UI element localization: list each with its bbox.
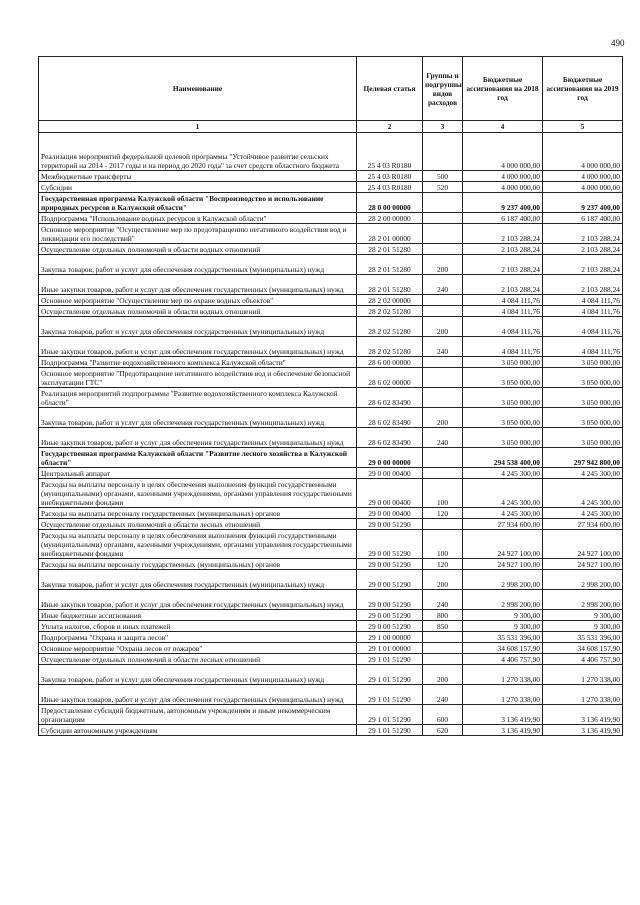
row-code: 28 6 02 83490 (357, 388, 423, 408)
row-group (423, 468, 463, 479)
table-row (39, 244, 623, 255)
row-name: Осуществление отдельных полномочий в области водных отношений (39, 244, 357, 255)
table-row (39, 317, 623, 337)
row-2019: 3 050 000,00 (543, 368, 623, 388)
row-code: 28 2 02 51280 (357, 337, 423, 357)
row-group: 240 (423, 428, 463, 448)
row-2018: 4 084 111,76 (463, 317, 543, 337)
row-2019: 4 084 111,76 (543, 317, 623, 337)
table-row (39, 448, 623, 468)
row-group (423, 133, 463, 171)
row-2018: 24 927 100,00 (463, 559, 543, 570)
column-number: 4 (463, 121, 543, 133)
row-name: Иные закупки товаров, работ и услуг для обеспечения государственных (муниципальных) нужд (39, 337, 357, 357)
row-group: 200 (423, 255, 463, 275)
page-number: 490 (611, 38, 625, 48)
row-2018: 3 050 000,00 (463, 368, 543, 388)
column-number-row (39, 121, 623, 133)
row-2018: 4 000 000,00 (463, 182, 543, 193)
row-2019: 35 531 396,00 (543, 632, 623, 643)
row-code: 28 6 02 00000 (357, 368, 423, 388)
budget-table (38, 56, 623, 736)
row-name: Центральный аппарат (39, 468, 357, 479)
row-name: Закупка товаров, работ и услуг для обеспечения государственных (муниципальных) нужд (39, 317, 357, 337)
row-2019: 3 136 419,90 (543, 725, 623, 736)
table-row (39, 275, 623, 295)
row-2018: 4 245 300,00 (463, 508, 543, 519)
row-name: Предоставление субсидий бюджетным, автономным учреждениям и иным некоммерческим организациям (39, 705, 357, 725)
row-2019: 3 050 000,00 (543, 408, 623, 428)
column-number: 1 (39, 121, 357, 133)
row-2019: 4 084 111,76 (543, 295, 623, 306)
row-name: Основное мероприятие "Предотвращение негативного воздействия вод и обеспечение безопасной эксплуатации ГТС" (39, 368, 357, 388)
row-name: Осуществление отдельных полномочий в области лесных отношений (39, 654, 357, 665)
row-group: 200 (423, 570, 463, 590)
row-2018: 4 406 757,90 (463, 654, 543, 665)
row-code: 28 6 02 83490 (357, 428, 423, 448)
header-row (39, 57, 623, 121)
table-row (39, 468, 623, 479)
row-code: 28 2 01 51280 (357, 275, 423, 295)
row-2019: 2 103 288,24 (543, 275, 623, 295)
row-name: Субсидии (39, 182, 357, 193)
row-2019: 4 084 111,76 (543, 337, 623, 357)
table-row (39, 133, 623, 171)
row-group: 200 (423, 317, 463, 337)
row-code: 28 0 00 00000 (357, 193, 423, 213)
row-code: 29 0 00 51290 (357, 570, 423, 590)
row-name: Закупка товаров, работ и услуг для обеспечения государственных (муниципальных) нужд (39, 570, 357, 590)
row-group: 600 (423, 705, 463, 725)
row-2018: 6 187 400,00 (463, 213, 543, 224)
row-2019: 24 927 100,00 (543, 530, 623, 559)
row-group (423, 519, 463, 530)
row-2018: 4 245 300,00 (463, 479, 543, 508)
row-2019: 4 245 300,00 (543, 468, 623, 479)
row-code: 29 1 01 51290 (357, 685, 423, 705)
row-2018: 34 608 157,90 (463, 643, 543, 654)
row-group: 500 (423, 171, 463, 182)
row-group: 100 (423, 530, 463, 559)
row-name: Государственная программа Калужской области "Воспроизводство и использование природных ресурсов в Калужской области" (39, 193, 357, 213)
row-group: 240 (423, 590, 463, 610)
row-group: 200 (423, 665, 463, 685)
table-row (39, 368, 623, 388)
row-2019: 2 103 288,24 (543, 244, 623, 255)
table-row (39, 213, 623, 224)
table-row (39, 337, 623, 357)
table-row (39, 428, 623, 448)
row-2018: 294 538 400,00 (463, 448, 543, 468)
table-row (39, 632, 623, 643)
row-2019: 2 103 288,24 (543, 255, 623, 275)
row-name: Подпрограмма "Использование водных ресурсов в Калужской области" (39, 213, 357, 224)
row-group: 100 (423, 479, 463, 508)
row-2018: 2 998 200,00 (463, 570, 543, 590)
row-group (423, 224, 463, 244)
row-group: 520 (423, 182, 463, 193)
row-2018: 35 531 396,00 (463, 632, 543, 643)
row-group: 240 (423, 337, 463, 357)
header-group: Группы и подгруппы видов расходов (423, 57, 463, 121)
row-2018: 24 927 100,00 (463, 530, 543, 559)
row-2019: 4 000 000,00 (543, 182, 623, 193)
table-row (39, 705, 623, 725)
row-group (423, 448, 463, 468)
table-row (39, 224, 623, 244)
row-code: 29 1 01 00000 (357, 643, 423, 654)
row-group: 120 (423, 559, 463, 570)
row-2018: 2 103 288,24 (463, 255, 543, 275)
row-2018: 4 084 111,76 (463, 295, 543, 306)
row-name: Основное мероприятие "Осуществление мер по предотвращению негативного воздействия вод и ликвидации его последствий" (39, 224, 357, 244)
row-group (423, 213, 463, 224)
row-code: 29 1 00 00000 (357, 632, 423, 643)
header-2018: Бюджетные ассигнования на 2018 год (463, 57, 543, 121)
row-name: Иные закупки товаров, работ и услуг для обеспечения государственных (муниципальных) нужд (39, 590, 357, 610)
row-2019: 3 136 419,90 (543, 705, 623, 725)
table-row (39, 255, 623, 275)
row-name: Иные закупки товаров, работ и услуг для обеспечения государственных (муниципальных) нужд (39, 428, 357, 448)
column-number: 3 (423, 121, 463, 133)
row-name: Подпрограмма "Охрана и защита лесов" (39, 632, 357, 643)
row-group (423, 193, 463, 213)
row-name: Иные закупки товаров, работ и услуг для обеспечения государственных (муниципальных) нужд (39, 685, 357, 705)
row-code: 29 0 00 51290 (357, 590, 423, 610)
row-2018: 2 998 200,00 (463, 590, 543, 610)
row-2018: 2 103 288,24 (463, 224, 543, 244)
row-code: 29 0 00 51290 (357, 530, 423, 559)
row-code: 29 0 00 51290 (357, 559, 423, 570)
row-name: Закупка товаров, работ и услуг для обеспечения государственных (муниципальных) нужд (39, 255, 357, 275)
header-name: Наименование (39, 57, 357, 121)
row-2018: 3 050 000,00 (463, 408, 543, 428)
row-name: Иные закупки товаров, работ и услуг для обеспечения государственных (муниципальных) нужд (39, 275, 357, 295)
row-2019: 2 103 288,24 (543, 224, 623, 244)
row-2018: 3 136 419,90 (463, 705, 543, 725)
row-group: 240 (423, 275, 463, 295)
row-2018: 2 103 288,24 (463, 244, 543, 255)
row-name: Реализация мероприятий подпрограммы "Развитие водохозяйственного комплекса Калужской области" (39, 388, 357, 408)
row-code: 28 2 01 51280 (357, 255, 423, 275)
row-name: Подпрограмма "Развитие водохозяйственного комплекса Калужской области" (39, 357, 357, 368)
table-row (39, 295, 623, 306)
row-group: 200 (423, 408, 463, 428)
row-code: 29 0 00 00000 (357, 448, 423, 468)
row-2019: 4 406 757,90 (543, 654, 623, 665)
row-2018: 3 136 419,90 (463, 725, 543, 736)
row-group (423, 244, 463, 255)
row-name: Субсидии автономным учреждениям (39, 725, 357, 736)
row-name: Расходы на выплаты персоналу в целях обеспечения выполнения функций государственными (муниципальными) органами, казенными учреждениями, органами управления государственными внебюджетными фондами (39, 479, 357, 508)
row-2018: 9 237 400,00 (463, 193, 543, 213)
row-name: Уплата налогов, сборов и иных платежей (39, 621, 357, 632)
table-row (39, 479, 623, 508)
row-2018: 2 103 288,24 (463, 275, 543, 295)
row-code: 29 0 00 00400 (357, 468, 423, 479)
row-2018: 1 270 338,00 (463, 685, 543, 705)
row-2018: 27 934 600,00 (463, 519, 543, 530)
row-name: Осуществление отдельных полномочий в области лесных отношений (39, 519, 357, 530)
row-group: 620 (423, 725, 463, 736)
column-number: 5 (543, 121, 623, 133)
row-code: 29 1 01 51290 (357, 665, 423, 685)
row-2018: 9 300,00 (463, 610, 543, 621)
row-group: 850 (423, 621, 463, 632)
table-row (39, 665, 623, 685)
row-2019: 1 270 338,00 (543, 685, 623, 705)
row-2018: 4 084 111,76 (463, 337, 543, 357)
row-2019: 3 050 000,00 (543, 428, 623, 448)
row-group (423, 357, 463, 368)
row-name: Расходы на выплаты персоналу государственных (муниципальных) органов (39, 508, 357, 519)
row-2019: 4 084 111,76 (543, 306, 623, 317)
table-row (39, 685, 623, 705)
row-group (423, 368, 463, 388)
row-code: 28 2 02 51280 (357, 306, 423, 317)
row-group: 120 (423, 508, 463, 519)
row-code: 25 4 03 R0180 (357, 171, 423, 182)
row-group: 800 (423, 610, 463, 621)
row-name: Основное мероприятие "Охрана лесов от пожаров" (39, 643, 357, 654)
row-code: 28 2 02 51280 (357, 317, 423, 337)
table-row (39, 530, 623, 559)
column-number: 2 (357, 121, 423, 133)
row-group (423, 388, 463, 408)
row-group (423, 643, 463, 654)
row-2019: 4 000 000,00 (543, 171, 623, 182)
row-name: Расходы на выплаты персоналу в целях обеспечения выполнения функций государственными (муниципальными) органами, казенными учреждениями, органами управления государственными внебюджетными фондами (39, 530, 357, 559)
row-name: Основное мероприятие "Осуществление мер по охране водных объектов" (39, 295, 357, 306)
row-name: Закупка товаров, работ и услуг для обеспечения государственных (муниципальных) нужд (39, 408, 357, 428)
table-row (39, 643, 623, 654)
row-2018: 4 000 000,00 (463, 133, 543, 171)
table-row (39, 357, 623, 368)
row-2018: 4 000 000,00 (463, 171, 543, 182)
row-2019: 9 300,00 (543, 610, 623, 621)
row-code: 28 6 02 83490 (357, 408, 423, 428)
row-name: Закупка товаров, работ и услуг для обеспечения государственных (муниципальных) нужд (39, 665, 357, 685)
row-code: 25 4 03 R0180 (357, 182, 423, 193)
row-group (423, 306, 463, 317)
row-group (423, 632, 463, 643)
row-2018: 4 245 300,00 (463, 468, 543, 479)
row-code: 28 6 00 00000 (357, 357, 423, 368)
row-code: 29 0 00 00400 (357, 508, 423, 519)
row-code: 28 2 02 00000 (357, 295, 423, 306)
row-code: 29 0 00 00400 (357, 479, 423, 508)
row-2019: 34 608 157,90 (543, 643, 623, 654)
row-group (423, 654, 463, 665)
row-code: 25 4 03 R0180 (357, 133, 423, 171)
row-name: Реализация мероприятий федеральной целевой программы "Устойчивое развитие сельских территорий на 2014 - 2017 годы и на период до 2020 года" за счет средств областного бюджета (39, 133, 357, 171)
row-code: 29 1 01 51290 (357, 725, 423, 736)
table-row (39, 654, 623, 665)
row-2019: 24 927 100,00 (543, 559, 623, 570)
row-name: Иные бюджетные ассигнования (39, 610, 357, 621)
row-2019: 4 245 300,00 (543, 508, 623, 519)
row-code: 29 1 01 51290 (357, 705, 423, 725)
row-group (423, 295, 463, 306)
row-2019: 9 237 400,00 (543, 193, 623, 213)
row-2018: 4 084 111,76 (463, 306, 543, 317)
row-2019: 4 245 300,00 (543, 479, 623, 508)
row-name: Расходы на выплаты персоналу государственных (муниципальных) органов (39, 559, 357, 570)
table-body (39, 133, 623, 736)
row-2019: 4 000 000,00 (543, 133, 623, 171)
row-2019: 6 187 400,00 (543, 213, 623, 224)
row-name: Осуществление отдельных полномочий в области водных отношений (39, 306, 357, 317)
row-code: 29 0 00 51290 (357, 519, 423, 530)
table-row (39, 559, 623, 570)
header-code: Целевая статья (357, 57, 423, 121)
row-code: 29 1 01 51290 (357, 654, 423, 665)
row-code: 28 2 01 00000 (357, 224, 423, 244)
table-row (39, 519, 623, 530)
row-name: Межбюджетные трансферты (39, 171, 357, 182)
row-2019: 2 998 200,00 (543, 590, 623, 610)
table-row (39, 182, 623, 193)
table-row (39, 621, 623, 632)
header-2019: Бюджетные ассигнования на 2019 год (543, 57, 623, 121)
row-2019: 27 934 600,00 (543, 519, 623, 530)
row-2019: 1 270 338,00 (543, 665, 623, 685)
row-code: 28 2 00 00000 (357, 213, 423, 224)
row-name: Государственная программа Калужской области "Развитие лесного хозяйства в Калужской области" (39, 448, 357, 468)
table-row (39, 590, 623, 610)
table-row (39, 408, 623, 428)
table-row (39, 725, 623, 736)
row-2018: 3 050 000,00 (463, 357, 543, 368)
row-2019: 3 050 000,00 (543, 357, 623, 368)
row-2018: 3 050 000,00 (463, 428, 543, 448)
row-group: 240 (423, 685, 463, 705)
row-2018: 9 300,00 (463, 621, 543, 632)
row-2018: 1 270 338,00 (463, 665, 543, 685)
table-row (39, 171, 623, 182)
row-2019: 3 050 000,00 (543, 388, 623, 408)
row-2019: 9 300,00 (543, 621, 623, 632)
table-row (39, 610, 623, 621)
row-code: 29 0 00 51290 (357, 610, 423, 621)
table-row (39, 193, 623, 213)
row-2019: 2 998 200,00 (543, 570, 623, 590)
row-2018: 3 050 000,00 (463, 388, 543, 408)
table-row (39, 508, 623, 519)
row-code: 28 2 01 51280 (357, 244, 423, 255)
table-row (39, 388, 623, 408)
table-row (39, 306, 623, 317)
row-code: 29 0 00 51290 (357, 621, 423, 632)
table-row (39, 570, 623, 590)
row-2019: 297 942 800,00 (543, 448, 623, 468)
